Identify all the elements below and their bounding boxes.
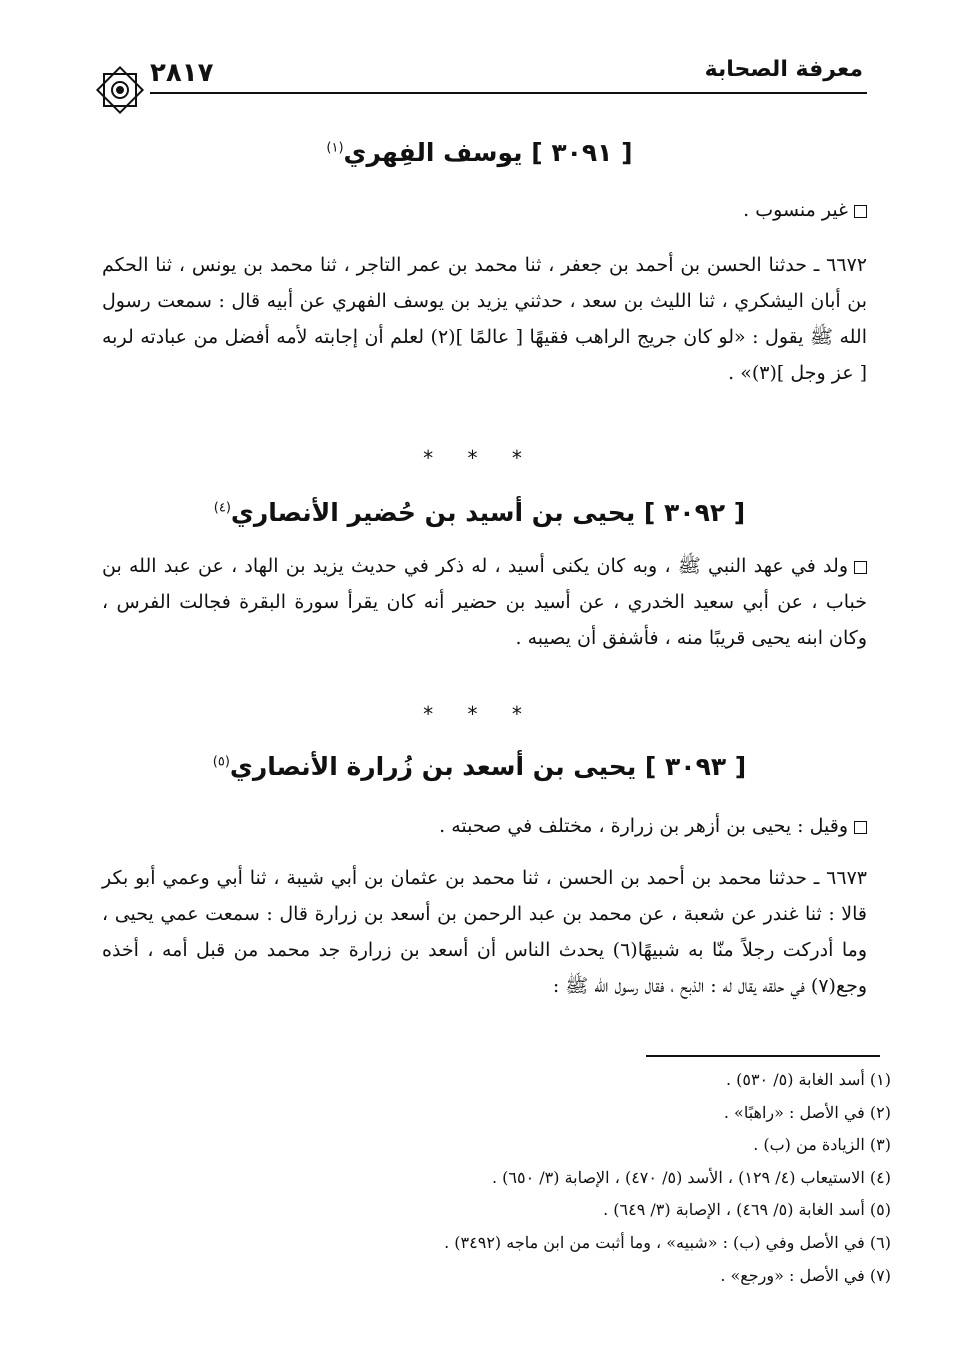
footnote-item: (٢) في الأصل : «راهبًا» .	[723, 1102, 891, 1122]
ornament-star-icon	[90, 60, 150, 120]
square-marker-icon	[854, 205, 867, 218]
entry-heading-text: [ ٣٠٩٢ ] يحيى بن أسيد بن حُضير الأنصاري	[230, 498, 746, 527]
footnotes	[131, 1064, 891, 1292]
section-separator: * * *	[423, 446, 536, 470]
entry-heading-text: [ ٣٠٩١ ] يوسف الفِهري	[343, 138, 633, 167]
square-marker-icon	[854, 821, 867, 834]
hadith-paragraph-6673: ٦٦٧٣ ـ حدثنا محمد بن أحمد بن الحسن ، ثنا محمد بن عثمان بن أبي شيبة ، ثنا أبي وعمي أبو بكر قالا : ثنا غندر عن شعبة ، عن محمد بن عبد الرحمن بن أسعد بن زرارة قال : سمعت عمي يحيى ، وما أدركت رجلاً منّا به شبيهًا(٦) يحدث الناس أن أسعد بن زرارة جد محمد من قبل أمه ، أخذه وجع(٧) في حلقه يقال له : الذبح ، فقال رسول الله ﷺ :	[102, 867, 867, 997]
entry-note: ولد في عهد النبي ﷺ ، وبه كان يكنى أسيد ، له ذكر في حديث يزيد بن الهاد ، عن عبد الله بن خباب ، عن أبي سعيد الخدري ، عن أسيد بن حضير أنه كان يقرأ سورة البقرة فجالت الفرس ، وكان ابنه يحيى قريبًا منه ، فأشفق أن يصيبه .	[102, 555, 867, 649]
square-marker-icon	[854, 561, 867, 574]
running-header-title: معرفة الصحابة	[704, 57, 863, 82]
footnote-item: (١) أسد الغابة (٥/ ٥٣٠) .	[725, 1070, 891, 1089]
footnote-item: (٣) الزيادة من (ب) .	[753, 1135, 891, 1155]
footnote-ref: (٥)	[212, 754, 230, 770]
entry-heading-3093	[90, 752, 869, 781]
header-rule	[150, 92, 867, 94]
footnote-ref: (٤)	[213, 500, 231, 516]
entry-heading-text: [ ٣٠٩٣ ] يحيى بن أسعد بن زُرارة الأنصاري	[229, 752, 747, 781]
page-number: ٢٨١٧	[150, 58, 214, 88]
entry-note: وقيل : يحيى بن أزهر بن زرارة ، مختلف في صحبته .	[102, 808, 867, 844]
entry-heading-3092	[90, 498, 869, 527]
footnote-rule	[646, 1055, 880, 1057]
section-separator: * * *	[423, 702, 536, 726]
hadith-paragraph-6672: ٦٦٧٢ ـ حدثنا الحسن بن أحمد بن جعفر ، ثنا محمد بن عمر التاجر ، ثنا محمد بن يونس ، ثنا الحكم بن أبان اليشكري ، ثنا الليث بن سعد ، حدثني يزيد بن يوسف الفهري عن أبيه قال : سمعت رسول الله ﷺ يقول : «لو كان جريج الراهب فقيهًا [ عالمًا ](٢) لعلم أن إجابته لأمه أفضل من عبادته لربه [ عز وجل ](٣)» .	[102, 254, 867, 384]
footnote-item: (٥) أسد الغابة (٥/ ٤٦٩) ، الإصابة (٣/ ٦٤٩) .	[603, 1200, 891, 1220]
footnote-item: (٤) الاستيعاب (٤/ ١٢٩) ، الأسد (٥/ ٤٧٠) ، الإصابة (٣/ ٦٥٠) .	[491, 1167, 891, 1187]
footnote-ref: (١)	[326, 140, 344, 156]
footnote-item: (٧) في الأصل : «ورجع» .	[720, 1265, 891, 1285]
entry-heading-3091	[90, 138, 869, 167]
entry-note: غير منسوب .	[102, 192, 867, 228]
footnote-item: (٦) في الأصل وفي (ب) : «شبيه» ، وما أثبت من ابن ماجه (٣٤٩٢) .	[444, 1232, 891, 1252]
